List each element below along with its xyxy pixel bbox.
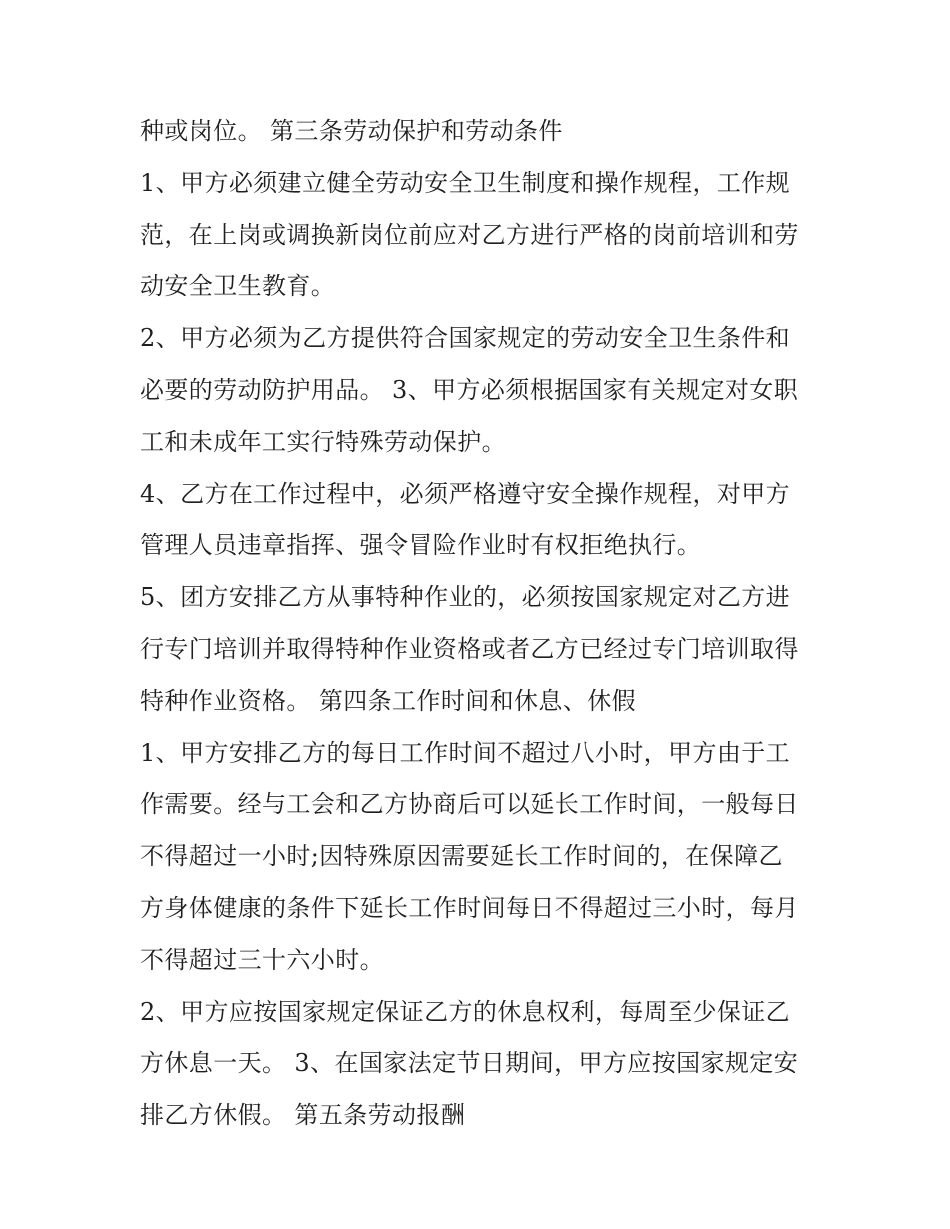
text-line: 管理人员违章指挥、强令冒险作业时有权拒绝执行。 <box>140 531 702 560</box>
text-line: 作需要。经与工会和乙方协商后可以延长工作时间，一般每日 <box>140 790 799 819</box>
text-line: 不得超过一小时;因特殊原因需要延长工作时间的，在保障乙 <box>140 842 783 871</box>
text-line: 范，在上岗或调换新岗位前应对乙方进行严格的岗前培训和劳 <box>140 220 799 249</box>
text-line: 种或岗位。 第三条劳动保护和劳动条件 <box>140 117 563 145</box>
text-line: 工和未成年工实行特殊劳动保护。 <box>140 427 506 456</box>
text-line: 排乙方休假。 第五条劳动报酬 <box>140 1101 466 1130</box>
text-line: 必要的劳动防护用品。 3、甲方必须根据国家有关规定对女职 <box>140 375 799 404</box>
text-line: 不得超过三十六小时。 <box>140 945 384 974</box>
text-line: 行专门培训并取得特种作业资格或者乙方已经过专门培训取得 <box>140 634 799 663</box>
text-line: 2、甲方应按国家规定保证乙方的休息权利，每周至少保证乙 <box>140 997 791 1026</box>
text-line: 特种作业资格。 第四条工作时间和休息、休假 <box>140 686 637 715</box>
document-body-text <box>140 106 830 1142</box>
text-line: 2、甲方必须为乙方提供符合国家规定的劳动安全卫生条件和 <box>140 324 791 353</box>
text-line: 方休息一天。 3、在国家法定节日期间，甲方应按国家规定安 <box>140 1049 799 1078</box>
text-line: 方身体健康的条件下延长工作时间每日不得超过三小时，每月 <box>140 893 799 922</box>
text-line: 1、甲方安排乙方的每日工作时间不超过八小时，甲方由于工 <box>140 738 791 767</box>
text-line: 5、团方安排乙方从事特种作业的，必须按国家规定对乙方进 <box>140 583 791 612</box>
text-line: 4、乙方在工作过程中，必须严格遵守安全操作规程，对甲方 <box>140 479 791 508</box>
text-line: 动安全卫生教育。 <box>140 272 336 301</box>
text-line: 1、甲方必须建立健全劳动安全卫生制度和操作规程，工作规 <box>140 168 791 197</box>
